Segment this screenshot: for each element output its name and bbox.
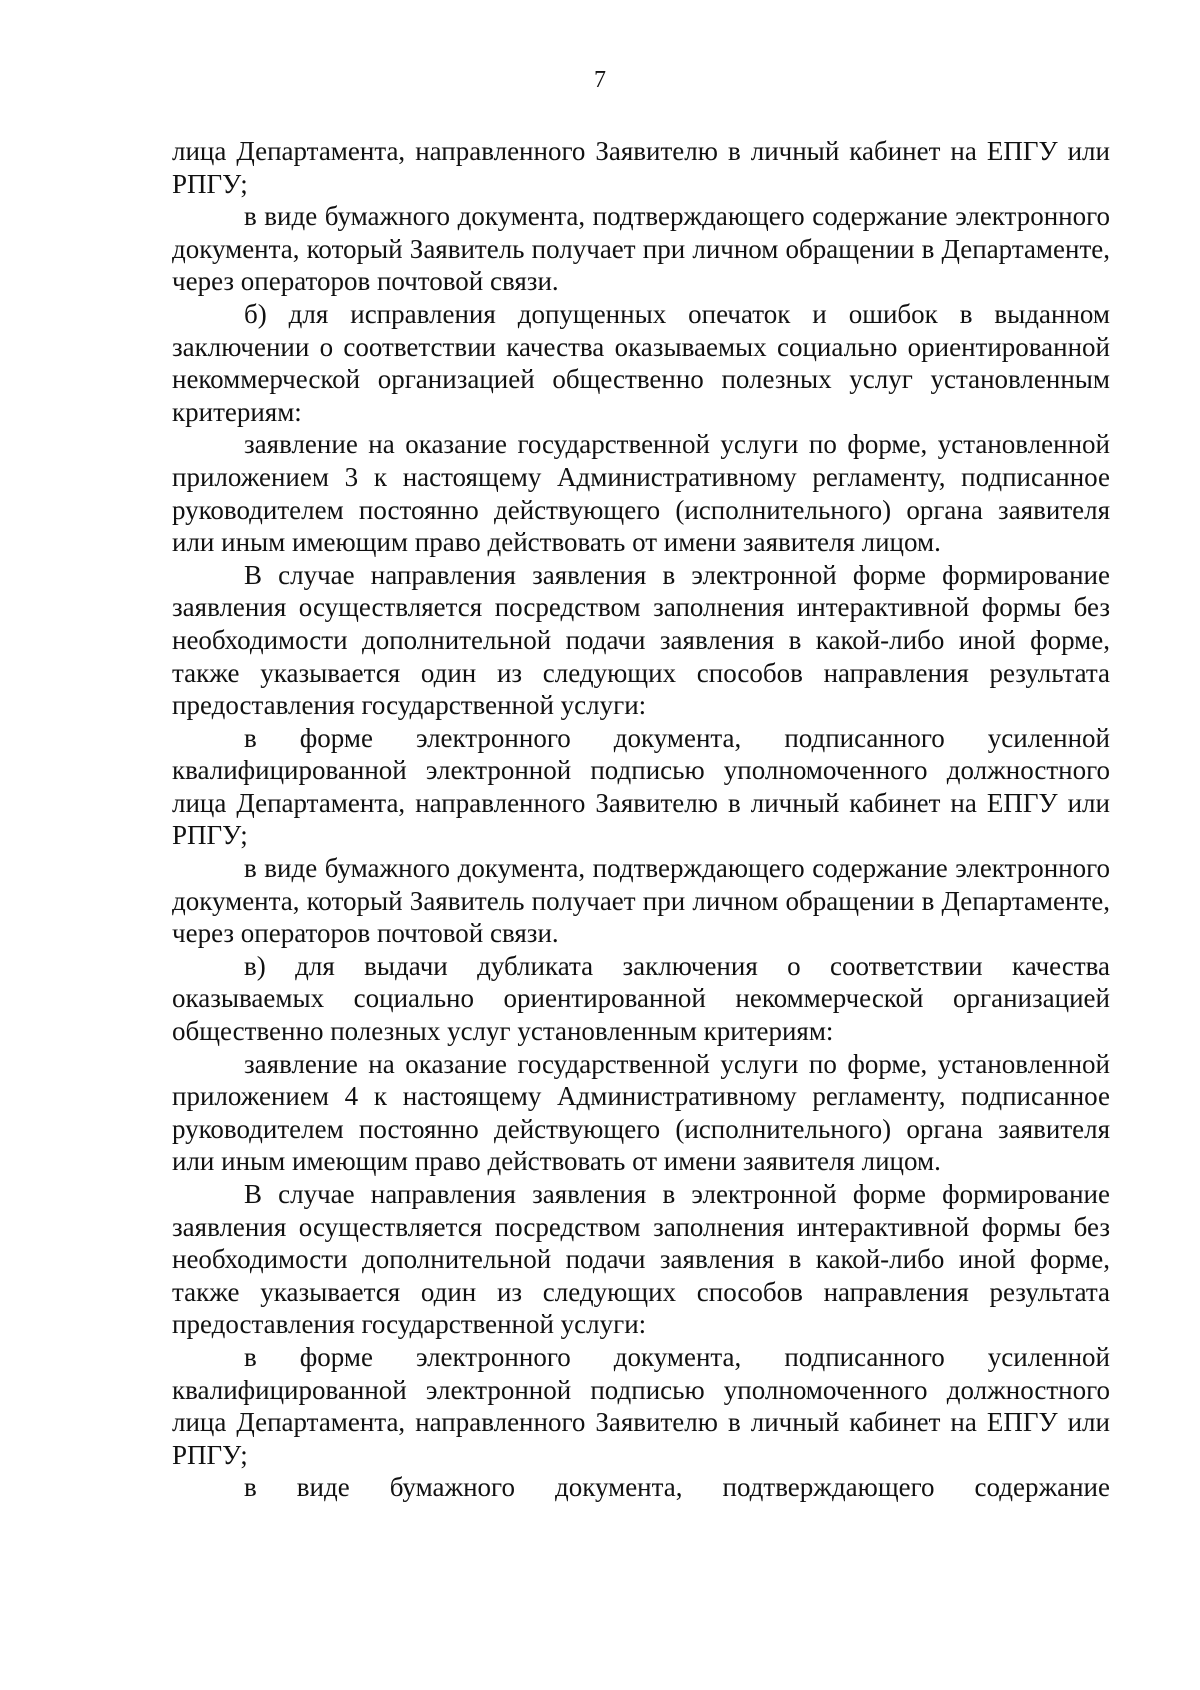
paragraph: заявление на оказание государственной услуги по форме, установленной приложением 4 к настоящему Административному регламенту, подписанное руководителем постоянно действующего (исполнительного) органа заявителя или иным имеющим право действовать от имени заявителя лицом. <box>172 1048 1110 1177</box>
paragraph: в виде бумажного документа, подтверждающего содержание <box>244 1472 1110 1503</box>
paragraph: В случае направления заявления в электронной форме формирование заявления осуществляется посредством заполнения интерактивной формы без необходимости дополнительной подачи заявления в какой-либо иной форме, также указывается один из следующих способов направления результата предоставления государственной услуги: <box>172 1179 1110 1340</box>
document-body <box>172 135 1110 1504</box>
paragraph: в форме электронного документа, подписанного усиленной квалифицированной электронной подписью уполномоченного должностного лица Департамента, направленного Заявителю в личный кабинет на ЕПГУ или РПГУ; <box>172 1341 1110 1470</box>
paragraph: В случае направления заявления в электронной форме формирование заявления осуществляется посредством заполнения интерактивной формы без необходимости дополнительной подачи заявления в какой-либо иной форме, также указывается один из следующих способов направления результата предоставления государственной услуги: <box>172 559 1110 721</box>
page-number: 7 <box>594 67 606 93</box>
paragraph: в виде бумажного документа, подтверждающего содержание электронного документа, который Заявитель получает при личном обращении в Департаменте, через операторов почтовой связи. <box>172 853 1110 949</box>
paragraph: в виде бумажного документа, подтверждающего содержание электронного документа, который Заявитель получает при личном обращении в Департаменте, через операторов почтовой связи. <box>172 201 1110 297</box>
paragraph: заявление на оказание государственной услуги по форме, установленной приложением 3 к настоящему Административному регламенту, подписанное руководителем постоянно действующего (исполнительного) органа заявителя или иным имеющим право действовать от имени заявителя лицом. <box>172 429 1110 558</box>
paragraph: б) для исправления допущенных опечаток и ошибок в выданном заключении о соответствии качества оказываемых социально ориентированной некоммерческой организацией общественно полезных услуг установленным критериям: <box>172 298 1110 427</box>
paragraph: лица Департамента, направленного Заявителю в личный кабинет на ЕПГУ или РПГУ; <box>172 136 1110 199</box>
paragraph: в) для выдачи дубликата заключения о соответствии качества оказываемых социально ориентированной некоммерческой организацией общественно полезных услуг установленным критериям: <box>172 950 1110 1047</box>
paragraph: в форме электронного документа, подписанного усиленной квалифицированной электронной подписью уполномоченного должностного лица Департамента, направленного Заявителю в личный кабинет на ЕПГУ или РПГУ; <box>172 722 1110 851</box>
